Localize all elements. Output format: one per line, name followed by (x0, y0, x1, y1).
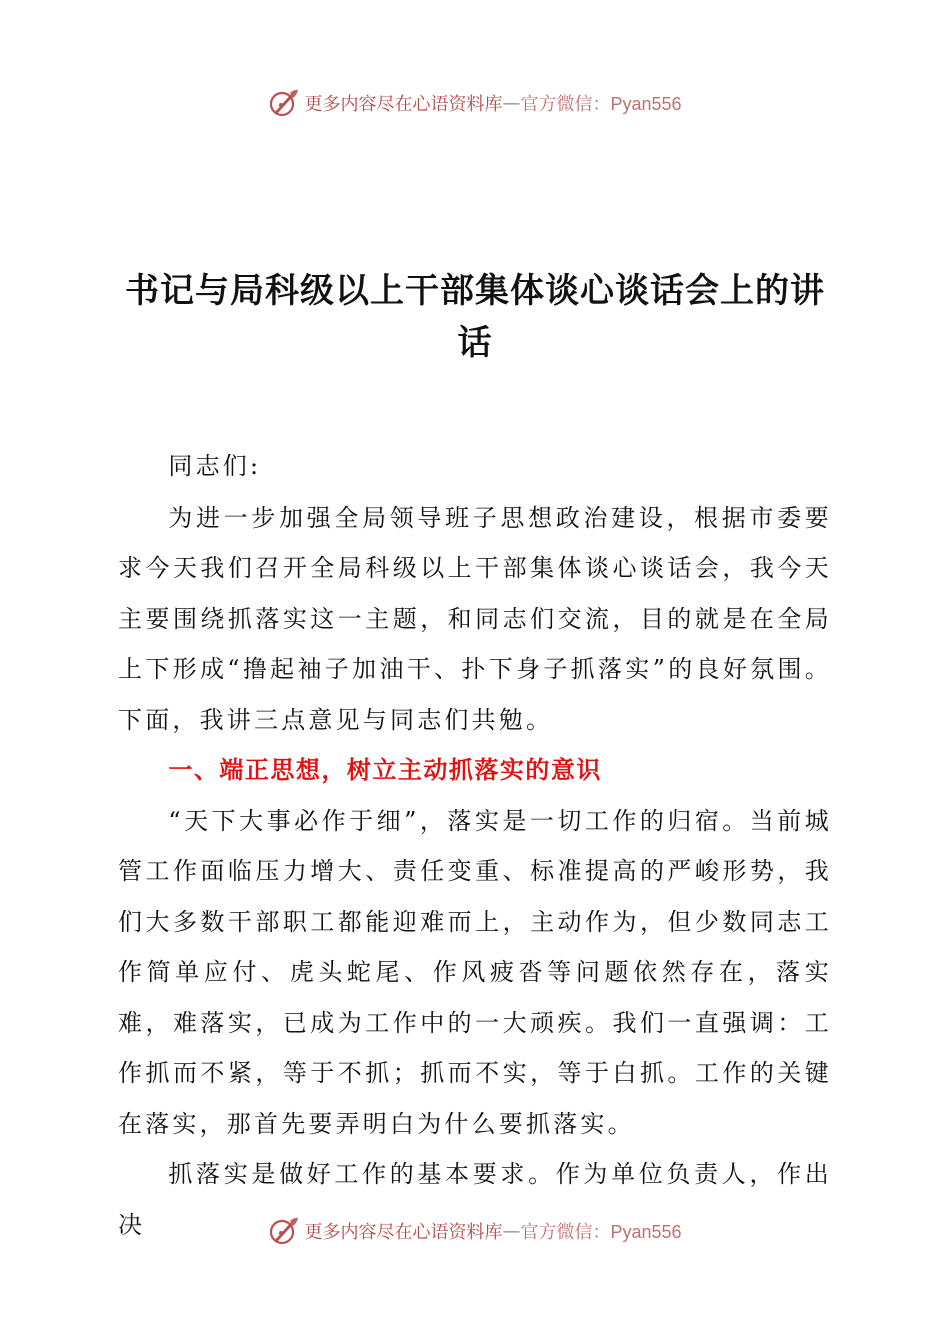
salutation: 同志们: (168, 452, 262, 480)
header-banner (0, 83, 950, 123)
banner-wechat: 官方微信：Pyan556 (520, 1222, 682, 1242)
section-heading: 一、端正思想，树立主动抓落实的意识 (168, 756, 602, 784)
quill-pen-logo-icon (268, 1215, 300, 1247)
section-paragraph: “天下大事必作于细”，落实是一切工作的归宿。当前城管工作面临压力增大、责任变重、标准提高的严峻形势，我们大多数干部职工都能迎难而上，主动作为，但少数同志工作简单应付、虎头蛇尾、作风疲沓等问题依然存在，落实难，难落实，已成为工作中的一大顽疾。我们一直强调：工作抓而不紧，等于不抓；抓而不实，等于白抓。工作的关键在落实，那首先要弄明白为什么要抓落实。 (118, 806, 832, 1138)
quill-pen-logo-icon (268, 87, 300, 119)
banner-wechat: 官方微信：Pyan556 (520, 94, 682, 114)
banner-separator: — (502, 1220, 521, 1242)
banner-text: 更多内容尽在心语资料库 (304, 1222, 503, 1243)
document-body (118, 441, 832, 1250)
section-paragraph: 抓落实是做好工作的基本要求。作为单位负责人，作出决 (118, 1160, 832, 1239)
footer-banner (0, 1211, 950, 1251)
banner-separator: — (502, 92, 521, 114)
banner-text: 更多内容尽在心语资料库 (304, 94, 503, 115)
document-title: 书记与局科级以上干部集体谈心谈话会上的讲话 (125, 271, 825, 363)
intro-paragraph: 为进一步加强全局领导班子思想政治建设，根据市委要求今天我们召开全局科级以上干部集体谈心谈话会，我今天主要围绕抓落实这一主题，和同志们交流，目的就是在全局上下形成“撸起袖子加油干、扑下身子抓落实”的良好氛围。下面，我讲三点意见与同志们共勉。 (118, 503, 832, 734)
